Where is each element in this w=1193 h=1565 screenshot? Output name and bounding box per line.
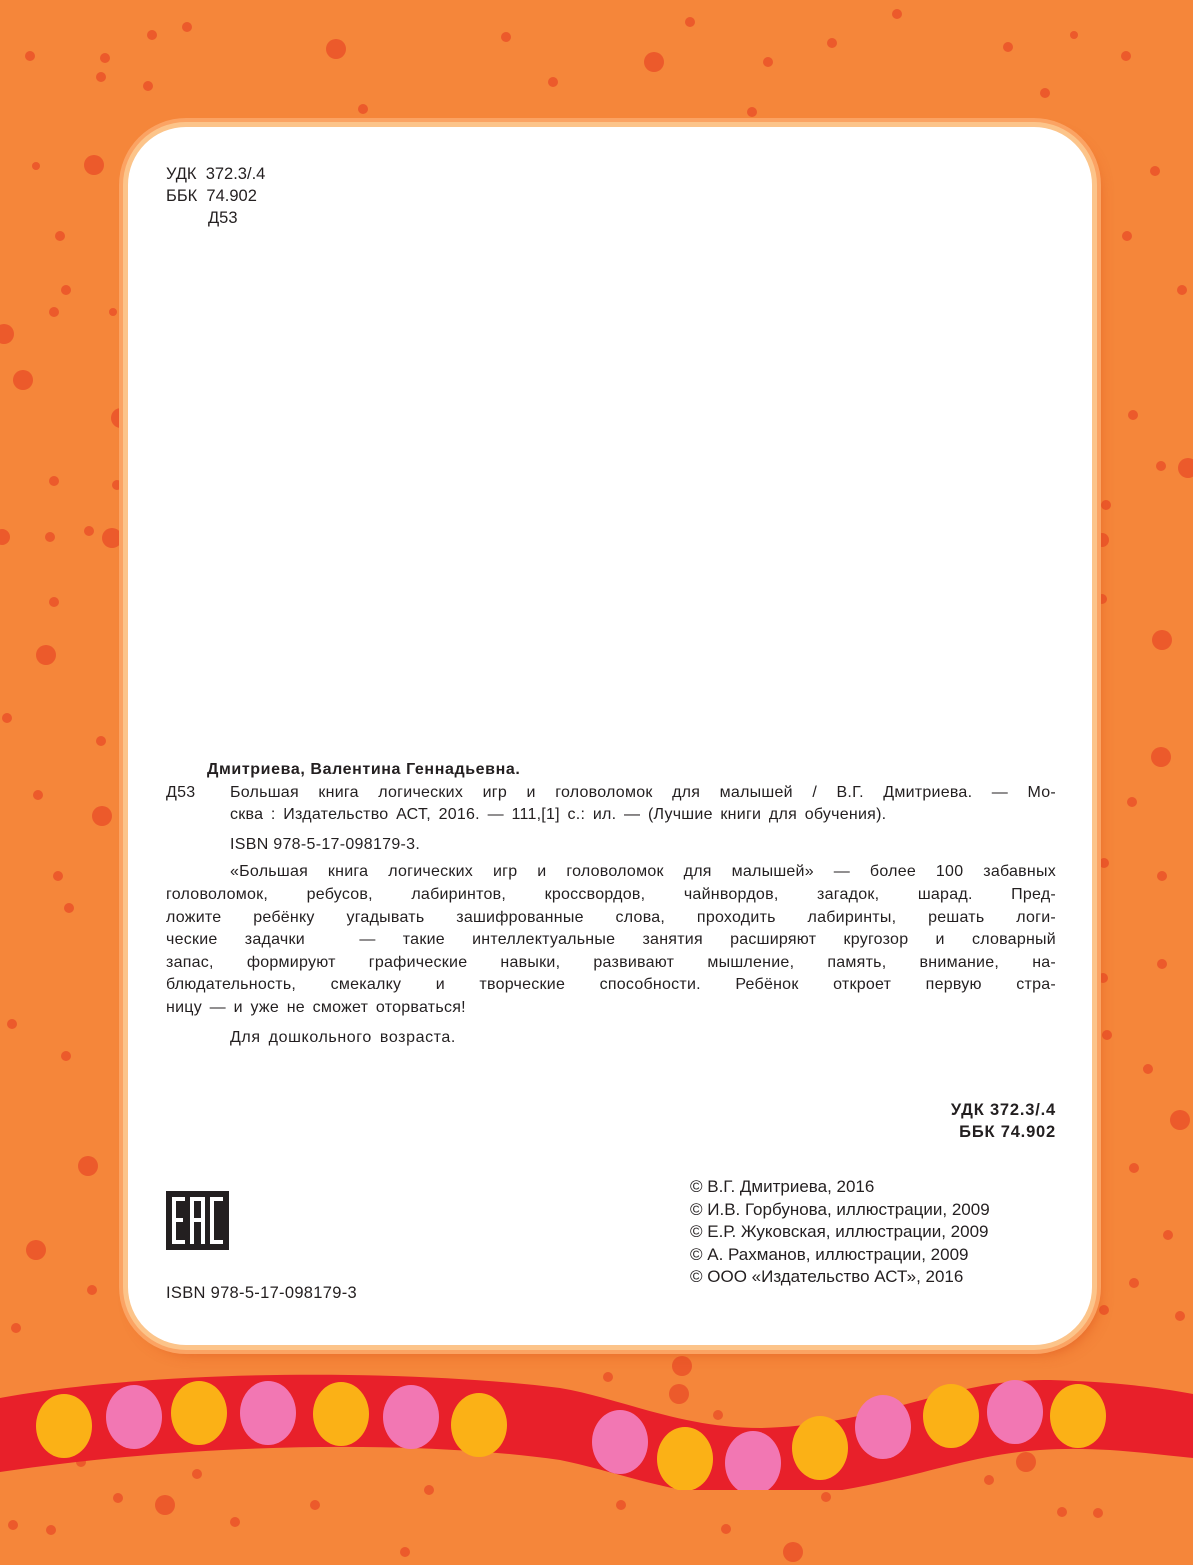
eac-certification-mark-icon: [166, 1191, 229, 1250]
annotation-line: ческие задачки — такие интеллектуальные занятия расширяют кругозор и словарный: [166, 931, 1056, 949]
imprint-card: [128, 127, 1092, 1345]
annotation-line: запас, формируют графические навыки, развивают мышление, память, внимание, на-: [166, 953, 1056, 971]
bibliographic-record: [166, 759, 1056, 1049]
copyright-line: © ООО «Издательство АСТ», 2016: [690, 1267, 964, 1287]
isbn-entry: ISBN 978-5-17-098179-3.: [230, 835, 421, 853]
copyright-line: © А. Рахманов, иллюстрации, 2009: [690, 1244, 969, 1264]
copyright-line: © В.Г. Дмитриева, 2016: [690, 1177, 875, 1196]
audience-note: Для дошкольного возраста.: [230, 1028, 456, 1046]
annotation-line: «Большая книга логических игр и головоломок для малышей» — более 100 забавных: [230, 863, 1056, 881]
title-line: Большая книга логических игр и головоломок для малышей / В.Г. Дмитриева. — Мо-: [230, 783, 1056, 801]
copyright-list: [690, 1176, 990, 1289]
udk-code: УДК 372.3/.4: [166, 165, 266, 183]
annotation: [166, 861, 1056, 1019]
classification-block-top: [166, 163, 265, 229]
annotation-line: головоломок, ребусов, лабиринтов, кроссвордов, чайнвордов, загадок, шарад. Пред-: [166, 885, 1056, 903]
copyright-line: © И.В. Горбунова, иллюстрации, 2009: [690, 1199, 990, 1219]
title-entry: [166, 782, 1056, 827]
annotation-line: блюдательность, смекалку и творческие способности. Ребёнок откроет первую стра-: [166, 976, 1056, 994]
annotation-line: ницу — и уже не сможет оторваться!: [166, 998, 466, 1016]
author-mark: Д53: [208, 209, 238, 227]
udk-code: УДК 372.3/.4: [950, 1101, 1056, 1119]
isbn-footer: ISBN 978-5-17-098179-3: [166, 1284, 357, 1302]
author-heading: Дмитриева, Валентина Геннадьевна.: [207, 761, 521, 778]
annotation-line: ложите ребёнку угадывать зашифрованные слова, проходить лабиринты, решать логи-: [166, 908, 1056, 926]
author-mark-inline: Д53: [166, 783, 196, 801]
bbk-code: ББК 74.902: [959, 1123, 1056, 1141]
title-line: сква : Издательство АСТ, 2016. — 111,[1] с.: ил. — (Лучшие книги для обучения).: [230, 806, 887, 824]
decorative-dotted-ribbon: [0, 1360, 1193, 1490]
bbk-code: ББК 74.902: [166, 187, 257, 205]
copyright-line: © Е.Р. Жуковская, иллюстрации, 2009: [690, 1222, 989, 1242]
classification-block-bottom: [951, 1099, 1056, 1143]
